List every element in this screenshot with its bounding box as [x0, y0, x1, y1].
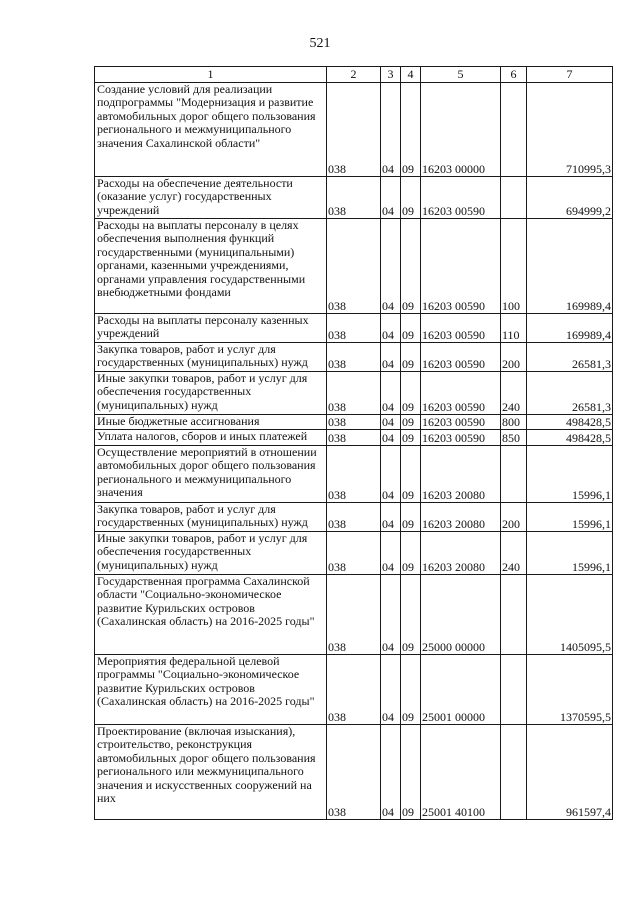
cell-amount: 26581,3 [527, 372, 613, 415]
cell-amount: 15996,1 [527, 532, 613, 575]
cell-section: 04 [381, 655, 401, 725]
cell-description: Иные бюджетные ассигнования [95, 415, 327, 430]
cell-description: Расходы на выплаты персоналу казенных учреждений [95, 314, 327, 343]
cell-grbs: 038 [327, 430, 381, 446]
cell-grbs: 038 [327, 532, 381, 575]
cell-description: Расходы на обеспечение деятельности (оказание услуг) государственных учреждений [95, 177, 327, 219]
cell-subsection: 09 [401, 343, 421, 372]
cell-amount: 15996,1 [527, 446, 613, 503]
cell-amount: 169989,4 [527, 219, 613, 314]
table-row [95, 446, 613, 503]
cell-expense-type: 200 [501, 343, 527, 372]
cell-description: Иные закупки товаров, работ и услуг для обеспечения государственных (муниципальных) нужд [95, 372, 327, 415]
header-col-3: 3 [381, 67, 401, 83]
cell-expense-type: 200 [501, 503, 527, 532]
cell-amount: 961597,4 [527, 725, 613, 820]
cell-target-article: 16203 00590 [421, 415, 501, 430]
cell-expense-type [501, 446, 527, 503]
cell-target-article: 16203 00000 [421, 83, 501, 177]
table-row [95, 532, 613, 575]
table-row [95, 343, 613, 372]
cell-amount: 710995,3 [527, 83, 613, 177]
cell-target-article: 25001 40100 [421, 725, 501, 820]
cell-amount: 15996,1 [527, 503, 613, 532]
cell-description: Государственная программа Сахалинской области "Социально-экономическое развитие Курильских островов (Сахалинская область) на 2016-2025 годы" [95, 575, 327, 655]
cell-expense-type [501, 83, 527, 177]
cell-amount: 26581,3 [527, 343, 613, 372]
cell-grbs: 038 [327, 177, 381, 219]
cell-grbs: 038 [327, 83, 381, 177]
cell-subsection: 09 [401, 503, 421, 532]
cell-description: Уплата налогов, сборов и иных платежей [95, 430, 327, 446]
cell-target-article: 16203 20080 [421, 503, 501, 532]
cell-subsection: 09 [401, 372, 421, 415]
page-number: 521 [309, 36, 331, 51]
cell-grbs: 038 [327, 219, 381, 314]
header-col-1: 1 [95, 67, 327, 83]
cell-subsection: 09 [401, 430, 421, 446]
cell-target-article: 16203 20080 [421, 446, 501, 503]
cell-target-article: 25001 00000 [421, 655, 501, 725]
cell-section: 04 [381, 725, 401, 820]
table-row [95, 725, 613, 820]
cell-subsection: 09 [401, 83, 421, 177]
cell-section: 04 [381, 430, 401, 446]
cell-expense-type [501, 575, 527, 655]
cell-subsection: 09 [401, 314, 421, 343]
cell-grbs: 038 [327, 655, 381, 725]
header-col-4: 4 [401, 67, 421, 83]
cell-section: 04 [381, 575, 401, 655]
cell-subsection: 09 [401, 219, 421, 314]
cell-description: Иные закупки товаров, работ и услуг для обеспечения государственных (муниципальных) нужд [95, 532, 327, 575]
table-body [95, 83, 613, 820]
table-row [95, 177, 613, 219]
cell-grbs: 038 [327, 575, 381, 655]
cell-target-article: 16203 00590 [421, 372, 501, 415]
header-col-5: 5 [421, 67, 501, 83]
cell-amount: 1405095,5 [527, 575, 613, 655]
cell-amount: 1370595,5 [527, 655, 613, 725]
cell-description: Мероприятия федеральной целевой программы "Социально-экономическое развитие Курильских островов (Сахалинская область) на 2016-2025 годы" [95, 655, 327, 725]
cell-expense-type [501, 655, 527, 725]
table-row [95, 575, 613, 655]
cell-section: 04 [381, 503, 401, 532]
header-col-2: 2 [327, 67, 381, 83]
header-row [95, 67, 613, 83]
cell-amount: 169989,4 [527, 314, 613, 343]
cell-grbs: 038 [327, 343, 381, 372]
cell-description: Проектирование (включая изыскания), строительство, реконструкция автомобильных дорог общего пользования регионального или межмуниципального значения и искусственных сооружений на них [95, 725, 327, 820]
table-row [95, 655, 613, 725]
cell-expense-type: 110 [501, 314, 527, 343]
cell-target-article: 16203 00590 [421, 430, 501, 446]
budget-table [94, 66, 613, 820]
cell-grbs: 038 [327, 372, 381, 415]
cell-subsection: 09 [401, 575, 421, 655]
cell-target-article: 16203 00590 [421, 314, 501, 343]
cell-section: 04 [381, 415, 401, 430]
cell-section: 04 [381, 372, 401, 415]
table-row [95, 219, 613, 314]
cell-target-article: 16203 00590 [421, 177, 501, 219]
cell-description: Создание условий для реализации подпрограммы "Модернизация и развитие автомобильных дорог общего пользования регионального и межмуниципального значения Сахалинской области" [95, 83, 327, 177]
table-row [95, 503, 613, 532]
cell-amount: 498428,5 [527, 415, 613, 430]
cell-grbs: 038 [327, 725, 381, 820]
cell-description: Осуществление мероприятий в отношении автомобильных дорог общего пользования регионального и межмуниципального значения [95, 446, 327, 503]
cell-subsection: 09 [401, 177, 421, 219]
table-row [95, 372, 613, 415]
header-col-7: 7 [527, 67, 613, 83]
cell-expense-type: 800 [501, 415, 527, 430]
cell-grbs: 038 [327, 503, 381, 532]
cell-description: Закупка товаров, работ и услуг для государственных (муниципальных) нужд [95, 503, 327, 532]
cell-grbs: 038 [327, 446, 381, 503]
cell-expense-type: 240 [501, 532, 527, 575]
cell-section: 04 [381, 532, 401, 575]
cell-section: 04 [381, 219, 401, 314]
cell-expense-type [501, 177, 527, 219]
cell-amount: 498428,5 [527, 430, 613, 446]
header-col-6: 6 [501, 67, 527, 83]
cell-expense-type: 100 [501, 219, 527, 314]
cell-expense-type [501, 725, 527, 820]
cell-section: 04 [381, 446, 401, 503]
cell-description: Закупка товаров, работ и услуг для государственных (муниципальных) нужд [95, 343, 327, 372]
cell-target-article: 25000 00000 [421, 575, 501, 655]
table-row [95, 83, 613, 177]
cell-subsection: 09 [401, 415, 421, 430]
cell-description: Расходы на выплаты персоналу в целях обеспечения выполнения функций государственными (муниципальными) органами, казенными учреждениями, органами управления государственными внебюджетными фондами [95, 219, 327, 314]
table-row [95, 415, 613, 430]
cell-expense-type: 240 [501, 372, 527, 415]
cell-target-article: 16203 00590 [421, 219, 501, 314]
cell-section: 04 [381, 314, 401, 343]
table-row [95, 314, 613, 343]
cell-grbs: 038 [327, 415, 381, 430]
cell-expense-type: 850 [501, 430, 527, 446]
cell-grbs: 038 [327, 314, 381, 343]
cell-subsection: 09 [401, 725, 421, 820]
cell-subsection: 09 [401, 532, 421, 575]
cell-section: 04 [381, 343, 401, 372]
cell-section: 04 [381, 177, 401, 219]
table-row [95, 430, 613, 446]
cell-target-article: 16203 20080 [421, 532, 501, 575]
cell-section: 04 [381, 83, 401, 177]
cell-amount: 694999,2 [527, 177, 613, 219]
cell-subsection: 09 [401, 446, 421, 503]
cell-subsection: 09 [401, 655, 421, 725]
cell-target-article: 16203 00590 [421, 343, 501, 372]
